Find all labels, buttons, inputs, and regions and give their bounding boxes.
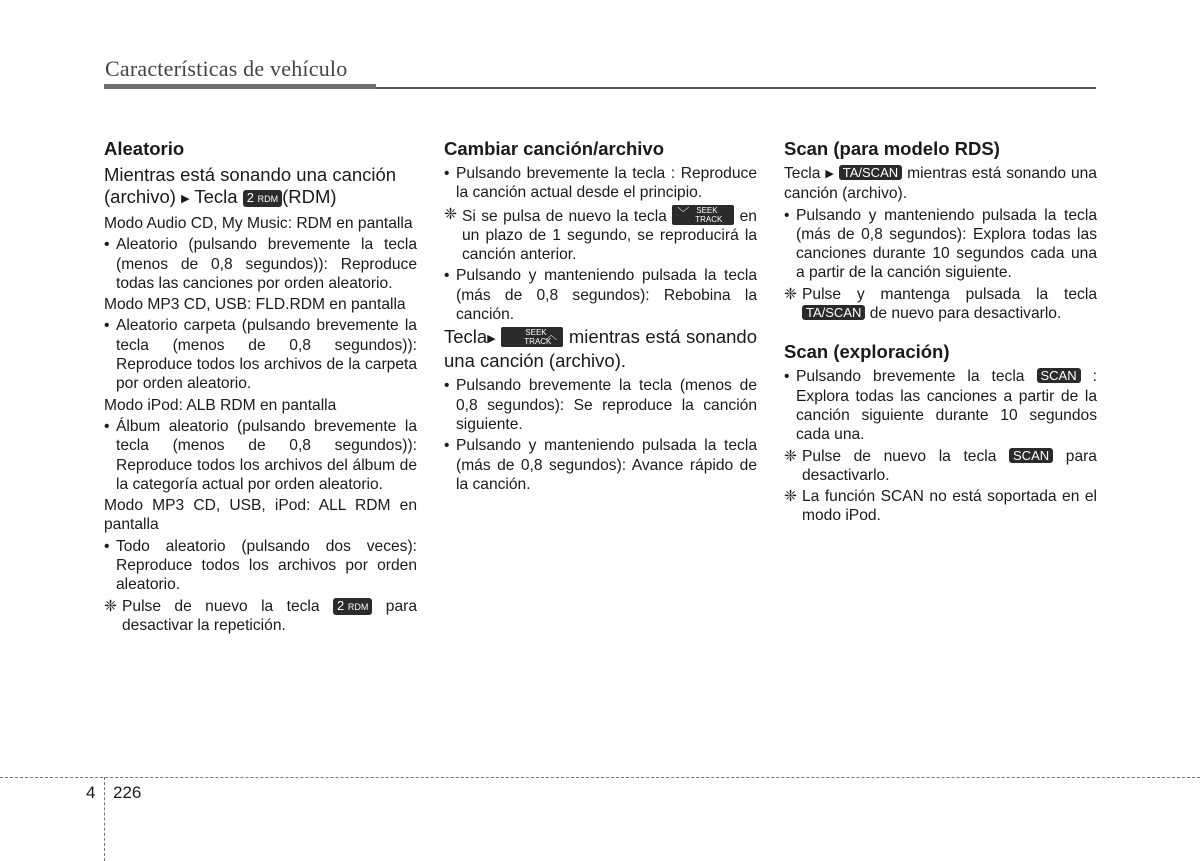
bullet-text: Aleatorio carpeta (pulsando brevemente la tecla (menos de 0,8 segundos)): Reproduce todos los archivos de la carpeta por orden aleatorio. [116,317,417,393]
chevron-up-icon: ︿ [545,328,558,343]
bullet-item [784,206,1097,283]
note-text: Pulse de nuevo la tecla [802,447,997,465]
bullet-text: Pulsando brevemente la tecla (menos de 0,8 segundos): Se reproduce la canción siguiente. [456,377,757,433]
bullet-mark: • [104,417,110,435]
seek-track-up-key: SEEK TRACK ︿ [501,327,563,347]
tecla-line [784,164,1097,204]
note-item [104,597,417,636]
bullet-text: Pulsando y manteniendo pulsada la tecla (más de 0,8 segundos): Explora todas las canciones durante 10 segundos cada una a partir de la canción siguiente. [796,206,1097,282]
bullet-item [444,164,757,203]
note-text: Si se pulsa de nuevo la tecla [462,207,667,225]
intro-text-2: (archivo) [104,186,176,207]
bullet-mark: • [444,165,450,182]
bullet-mark: • [784,206,790,224]
bullet-mark: • [444,267,450,285]
triangle-icon: ▶ [825,168,834,180]
mode-line: Modo MP3 CD, USB: FLD.RDM en pantalla [104,296,406,314]
header-rule-thin [376,87,1096,89]
bullet-text: Aleatorio (pulsando brevemente la tecla (menos de 0,8 segundos)): Reproduce todas las canciones por orden aleatorio. [116,236,417,292]
page-number: 226 [113,783,142,802]
bullet-mark: • [784,368,790,386]
note-icon: ❈ [784,447,798,465]
section-heading-scan-exploracion: Scan (exploración) [784,341,950,363]
intro-text-3: Tecla [194,186,238,207]
bullet-item [104,235,417,293]
tecla-text-2: mientras está sonando una canción (archivo). [784,165,1097,203]
bullet-mark: • [104,236,110,254]
bullet-item [104,537,417,595]
bullet-text-2: : Explora todas las canciones a partir de la canción siguiente durante 10 segundos cada una. [796,368,1097,444]
note-item [444,205,757,265]
triangle-icon: ▶ [181,193,190,205]
note-icon: ❈ [444,205,458,223]
intro-text: Mientras está sonando una canción [104,164,397,185]
bullet-text: Todo aleatorio (pulsando dos veces): Reproduce todos los archivos por orden aleatorio. [116,537,417,594]
section-heading-scan-rds: Scan (para modelo RDS) [784,138,1000,159]
note-text: La función SCAN no está soportada en el modo iPod. [802,488,1097,525]
footer-vertical-dashed-rule [104,777,105,861]
note-icon: ❈ [784,285,798,303]
chapter-number: 4 [86,783,96,802]
bullet-item [444,376,757,434]
bullet-text: Pulsando brevemente la tecla : Reproduce la canción actual desde el principio. [456,165,757,202]
tecla-text: Tecla [784,165,821,182]
bullet-item [104,316,417,393]
note-item [784,285,1097,324]
mode-line: Modo MP3 CD, USB, iPod: ALL RDM en pantalla [104,497,417,534]
bullet-mark: • [444,377,450,395]
bullet-item [104,417,417,494]
bullet-item [444,436,757,494]
chevron-down-icon: ﹀ [677,205,690,220]
note-icon: ❈ [784,488,798,506]
note-item [784,447,1097,486]
mode-line: Modo iPod: ALB RDM en pantalla [104,396,337,414]
section-heading-cambiar: Cambiar canción/archivo [444,138,665,159]
tascan-key-badge: TA/SCAN [839,165,902,180]
bullet-text: Pulsando brevemente la tecla [796,368,1025,386]
rdm-key-badge: 2 RDM [243,190,282,207]
bullet-text: Pulsando y manteniendo pulsada la tecla (más de 0,8 segundos): Avance rápido de la canción. [456,437,757,493]
tecla-text-2: mientras está sonando una canción (archivo). [444,326,757,372]
scan-key-badge: SCAN [1037,368,1081,383]
mode-line: Modo Audio CD, My Music: RDM en pantalla [104,215,413,232]
note-text: Pulse de nuevo la tecla [122,597,320,615]
intro-line [104,164,417,210]
page-header-title: Características de vehículo [105,56,348,81]
tecla-text: Tecla [444,326,488,348]
column-cambiar-cancion [444,138,757,496]
bullet-text: Álbum aleatorio (pulsando brevemente la tecla (menos de 0,8 segundos)): Reproduce todos los archivos del álbum de la categoría actual por orden aleatorio. [116,417,417,493]
bullet-mark: • [104,317,110,335]
note-text-2: para desactivarlo. [802,447,1097,484]
triangle-icon: ▶ [487,333,496,346]
seek-track-down-key: ﹀ SEEK TRACK [672,205,734,225]
intro-text-4: (RDM) [282,186,337,207]
note-text-2: para desactivar la repetición. [122,597,417,634]
note-item [784,487,1097,526]
bullet-item [784,367,1097,444]
header-rule-thick [104,84,376,89]
tascan-key-badge: TA/SCAN [802,305,865,320]
bullet-item [444,266,757,324]
bullet-mark: • [444,437,450,455]
note-icon: ❈ [104,597,118,615]
scan-key-badge: SCAN [1009,448,1053,463]
note-text-2: en un plazo de 1 segundo, se reproducirá la canción anterior. [462,207,757,264]
note-text: Pulse y mantenga pulsada la tecla [802,285,1097,303]
section-heading-aleatorio: Aleatorio [104,138,185,159]
bullet-text: Pulsando y manteniendo pulsada la tecla (más de 0,8 segundos): Rebobina la canción. [456,267,757,324]
bullet-mark: • [104,537,110,555]
column-aleatorio [104,138,417,637]
rdm-key-badge: 2 RDM [333,598,372,615]
footer-dashed-rule [0,777,1200,778]
tecla-line [444,326,757,372]
column-scan [784,138,1097,528]
note-text-2: de nuevo para desactivarlo. [869,305,1062,323]
